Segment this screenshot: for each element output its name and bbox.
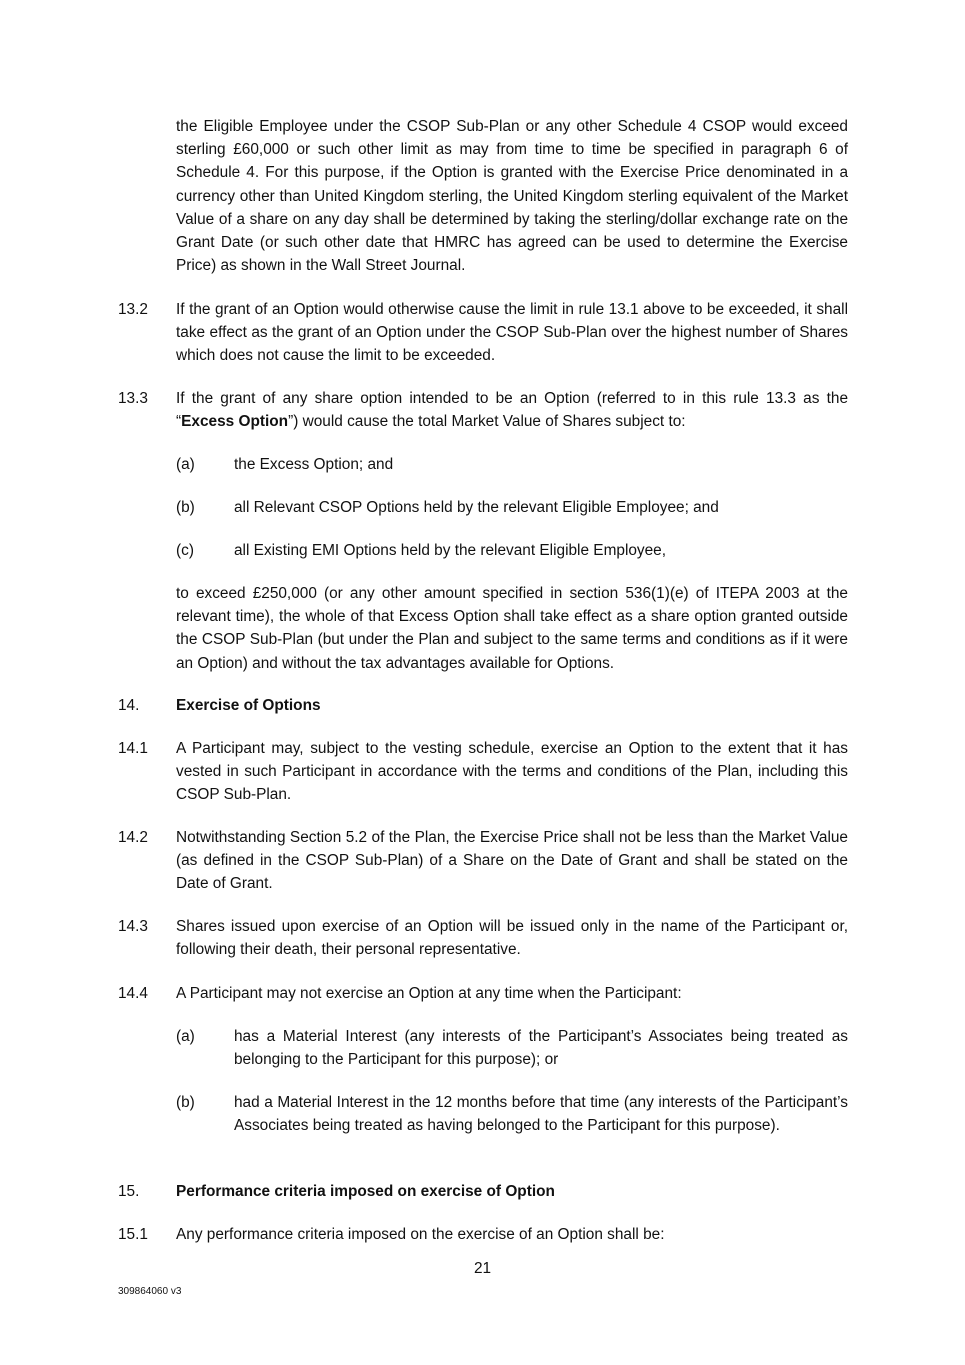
excess-option-term: Excess Option (181, 413, 289, 431)
item-text: has a Material Interest (any interests of the Participant’s Associates being treated as belonging to the Participant for this purpose); or (234, 1028, 848, 1069)
rule-15-1-text: Any performance criteria imposed on the exercise of an Option shall be: (176, 1226, 665, 1243)
rule-14-3-number: 14.3 (118, 918, 148, 935)
rule-13-2-number: 13.2 (118, 301, 148, 318)
item-label: (c) (176, 542, 194, 559)
rule-13-3-number: 13.3 (118, 390, 148, 407)
section-15-number: 15. (118, 1183, 140, 1200)
rule-14-2-number: 14.2 (118, 829, 148, 846)
item-label: (b) (176, 499, 195, 516)
intro-paragraph: the Eligible Employee under the CSOP Sub-Plan or any other Schedule 4 CSOP would exceed sterling £60,000 or such other limit as may from time to time be specified in paragraph 6 of Schedule 4. For this purpose, if the Option is granted with the Exercise Price denominated in a currency other than United Kingdom sterling, the United Kingdom sterling equivalent of the Market Value of a share on any day shall be determined by taking the sterling/dollar exchange rate on the Grant Date (or such other date that HMRC has agreed can be used to determine the Exercise Price) as shown in the Wall Street Journal. (176, 118, 848, 275)
rule-14-4-text: A Participant may not exercise an Option at any time when the Participant: (176, 985, 682, 1002)
item-label: (b) (176, 1094, 195, 1111)
rule-13-3-tail: to exceed £250,000 (or any other amount specified in section 536(1)(e) of ITEPA 2003 at the relevant time), the whole of that Excess Option shall take effect as a share option granted outside the CSOP Sub-Plan (but under the Plan and subject to the same terms and conditions as if it were an Option) and without the tax advantages available for Options. (176, 585, 848, 672)
rule-14-2-text: Notwithstanding Section 5.2 of the Plan, the Exercise Price shall not be less than the Market Value (as defined in the CSOP Sub-Plan) of a Share on the Date of Grant and shall be stated on the Date of Grant. (176, 829, 848, 893)
document-reference: 309864060 v3 (118, 1286, 182, 1297)
item-text: all Existing EMI Options held by the relevant Eligible Employee, (234, 542, 667, 559)
rule-13-3-pre: If the grant of any share option intended to be an Option (referred to in this rule 13.3 as the “ (176, 390, 848, 431)
section-14-number: 14. (118, 697, 140, 714)
section-15-heading: Performance criteria imposed on exercise of Option (176, 1183, 555, 1200)
rule-15-1-number: 15.1 (118, 1226, 148, 1243)
page-number: 21 (473, 1260, 492, 1277)
rule-13-2-text: If the grant of an Option would otherwise cause the limit in rule 13.1 above to be exceeded, it shall take effect as the grant of an Option under the CSOP Sub-Plan over the highest number of Shares which does not cause the limit to be exceeded. (176, 301, 848, 365)
rule-13-3-text (176, 387, 848, 433)
rule-14-1-number: 14.1 (118, 740, 148, 757)
item-text: had a Material Interest in the 12 months before that time (any interests of the Participant’s Associates being treated as having belonged to the Participant for this purpose). (234, 1094, 848, 1135)
item-text: all Relevant CSOP Options held by the relevant Eligible Employee; and (234, 499, 719, 516)
item-label: (a) (176, 1028, 195, 1045)
item-text: the Excess Option; and (234, 456, 394, 473)
rule-14-1-text: A Participant may, subject to the vesting schedule, exercise an Option to the extent that it has vested in such Participant in accordance with the terms and conditions of the Plan, including this CSOP Sub-Plan. (176, 740, 848, 804)
rule-14-3-text: Shares issued upon exercise of an Option will be issued only in the name of the Participant or, following their death, their personal representative. (176, 918, 848, 959)
rule-13-3-post: ”) would cause the total Market Value of Shares subject to: (288, 413, 686, 431)
section-14-heading: Exercise of Options (176, 697, 321, 714)
rule-14-4-number: 14.4 (118, 985, 148, 1002)
item-label: (a) (176, 456, 195, 473)
